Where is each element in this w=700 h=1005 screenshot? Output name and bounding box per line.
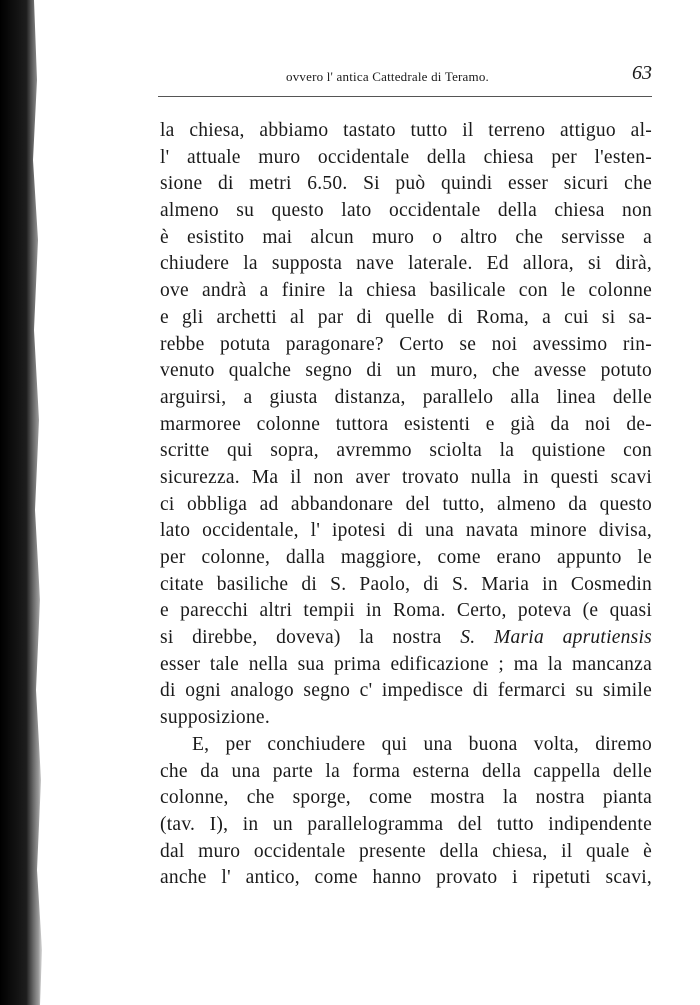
header-rule bbox=[158, 96, 652, 97]
text-line: che da una parte la forma esterna della cappella delle bbox=[160, 760, 652, 782]
running-head bbox=[160, 62, 652, 86]
text-line: colonne, che sporge, come mostra la nostra pianta bbox=[160, 787, 652, 809]
text-line: è esistito mai alcun muro o altro che servisse a bbox=[160, 226, 652, 248]
binding-shadow bbox=[0, 0, 48, 1005]
text-line: marmoree colonne tuttora esistenti e già da noi de- bbox=[160, 413, 652, 435]
text-line: almeno su questo lato occidentale della chiesa non bbox=[160, 200, 652, 222]
page-number: 63 bbox=[632, 62, 652, 84]
text-line: la chiesa, abbiamo tastato tutto il terreno attiguo al- bbox=[160, 120, 652, 141]
text-line: esser tale nella sua prima edificazione ; ma la mancanza bbox=[160, 653, 652, 675]
text-line: anche l' antico, come hanno provato i ripetuti scavi, bbox=[160, 867, 652, 889]
text-line: l' attuale muro occidentale della chiesa per l'esten- bbox=[160, 146, 652, 168]
paragraph-start-line: E, per conchiudere qui una buona volta, diremo bbox=[192, 733, 652, 755]
text-line: di ogni analogo segno c' impedisce di fermarci su simile bbox=[160, 680, 652, 702]
text-line: lato occidentale, l' ipotesi di una navata minore divisa, bbox=[160, 520, 652, 542]
text-line-start: si direbbe, doveva) la nostra bbox=[160, 627, 461, 649]
text-line: scritte qui sopra, avremmo sciolta la quistione con bbox=[160, 440, 652, 462]
running-title: ovvero l' antica Cattedrale di Teramo. bbox=[286, 69, 489, 84]
text-line: rebbe potuta paragonare? Certo se noi avessimo rin- bbox=[160, 333, 652, 355]
text-line: arguirsi, a giusta distanza, parallelo alla linea delle bbox=[160, 386, 652, 408]
text-line: chiudere la supposta nave laterale. Ed allora, si dirà, bbox=[160, 253, 652, 275]
text-line: sione di metri 6.50. Si può quindi esser sicuri che bbox=[160, 173, 652, 195]
text-line: venuto qualche segno di un muro, che avesse potuto bbox=[160, 360, 652, 382]
text-line: citate basiliche di S. Paolo, di S. Maria in Cosmedin bbox=[160, 573, 652, 595]
text-line: ove andrà a finire la chiesa basilicale con le colonne bbox=[160, 280, 652, 302]
text-line: e gli archetti al par di quelle di Roma, a cui si sa- bbox=[160, 306, 652, 328]
paragraph-end-line: supposizione. bbox=[160, 707, 270, 729]
body-text bbox=[160, 118, 652, 892]
text-line: per colonne, dalla maggiore, come erano appunto le bbox=[160, 547, 652, 568]
text-line: dal muro occidentale presente della chiesa, il quale è bbox=[160, 840, 652, 862]
text-line-with-italic bbox=[160, 625, 652, 652]
text-line: (tav. I), in un parallelogramma del tutto indipendente bbox=[160, 813, 652, 835]
text-line: e parecchi altri tempii in Roma. Certo, poteva (e quasi bbox=[160, 600, 652, 622]
text-line: sicurezza. Ma il non aver trovato nulla in questi scavi bbox=[160, 466, 652, 488]
text-line: ci obbliga ad abbandonare del tutto, almeno da questo bbox=[160, 493, 652, 515]
italic-name: S. Maria aprutiensis bbox=[460, 627, 652, 649]
